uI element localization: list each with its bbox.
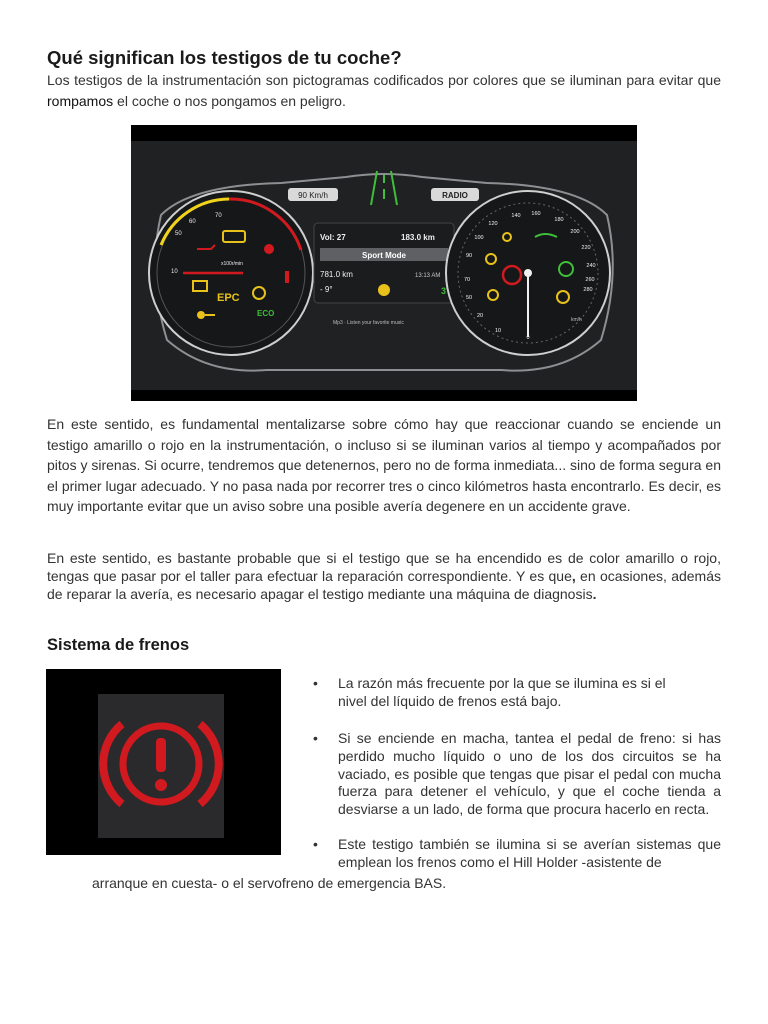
rpm-tick-50: 50 <box>175 231 182 237</box>
bullet-marker: • <box>313 836 318 852</box>
intro-text-start: Los testigos de la instrumentación son pictogramas codificados por colores que se iluminan para evitar que <box>47 72 721 88</box>
epc-indicator: EPC <box>217 292 240 304</box>
speed-unit-label: km/h <box>571 317 582 323</box>
eco-indicator: ECO <box>257 309 275 318</box>
center-display <box>314 223 454 326</box>
dashboard-image <box>131 125 637 401</box>
speed-tick-180: 180 <box>554 217 564 223</box>
speed-tick-160: 160 <box>531 211 541 217</box>
rpm-gauge <box>149 191 313 355</box>
volume-label: Vol: 27 <box>320 233 346 242</box>
paragraph-reaction: En este sentido, es fundamental mentalizarse sobre cómo hay que reaccionar cuando se enciende un testigo amarillo o rojo en la instrumentación, o incluso si se iluminan varios al tiempo y acompañados por pitos y sirenas. Si ocurre, tendremos que detenernos, pero no de forma inmediata... sino de forma segura en el primer lugar adecuado. Y no pasa nada por recorrer tres o cinco kilómetros hasta encontrarlo. Es decir, es muy importante evitar que un aviso sobre una posible avería degenere en un accidente grave. <box>47 416 721 514</box>
speed-tick-0: 0 <box>526 335 530 341</box>
intro-emphasis: rompamos <box>47 92 114 109</box>
brake-warning-panel <box>98 694 224 838</box>
drive-mode-label: Sport Mode <box>362 251 406 260</box>
speed-tick-140: 140 <box>511 213 521 219</box>
speed-limit-text: 90 Km/h <box>298 191 328 200</box>
outside-temp-label: - 9° <box>320 285 333 294</box>
speed-tick-10: 10 <box>494 328 502 334</box>
lane-assist-icon <box>371 171 397 205</box>
clock-label: 13:13 AM <box>415 273 441 279</box>
parking-brake-icon <box>378 284 390 296</box>
section-title-brakes: Sistema de frenos <box>47 636 190 654</box>
bullet-marker: • <box>313 675 318 691</box>
speed-tick-50: 50 <box>465 295 473 301</box>
speed-tick-20: 20 <box>476 313 484 319</box>
speed-tick-100: 100 <box>474 235 484 241</box>
paragraph-workshop <box>47 549 721 603</box>
radio-text: RADIO <box>442 191 468 200</box>
bullet-text: Si se enciende en macha, tantea el pedal de freno: si has perdido mucho líquido o uno de los dos circuitos se ha vaciado, es posible que tengas que pisar el pedal con mucha fuerza para detener el vehículo, y que el coche tienda a desviarse a un lado, de forma que procura hacerlo en recta. <box>338 730 721 818</box>
rpm-unit-label: x100r/min <box>221 261 243 267</box>
odometer-label: 781.0 km <box>320 270 353 279</box>
speed-tick-120: 120 <box>488 221 498 227</box>
coolant-temp-icon <box>285 271 289 283</box>
speed-tick-70: 70 <box>463 277 471 283</box>
rpm-tick-70: 70 <box>215 213 222 219</box>
brake-warning-image <box>46 669 281 855</box>
speed-tick-280: 280 <box>583 287 593 293</box>
page-title: Qué significan los testigos de tu coche? <box>47 47 402 68</box>
dashboard-top-band <box>131 125 637 141</box>
paragraph-workshop-period: . <box>592 586 597 602</box>
speed-tick-240: 240 <box>586 263 596 269</box>
dashboard-bottom-band <box>131 390 637 401</box>
paragraph-workshop-part2: en ocasiones, además de reparar la avería, es necesario apagar el testigo mediante una máquina de diagnosis <box>47 568 721 602</box>
speedometer-gauge <box>446 191 610 355</box>
rpm-tick-10: 10 <box>171 269 178 275</box>
intro-text-end: el coche o nos pongamos en peligro. <box>113 92 346 109</box>
speed-tick-260: 260 <box>585 277 595 283</box>
bullet-text: Este testigo también se ilumina si se averían sistemas que emplean los frenos como el Hill Holder -asistente de <box>338 836 721 870</box>
bullet-continuation: arranque en cuesta- o el servofreno de emergencia BAS. <box>92 875 447 891</box>
bullet-text: La razón más frecuente por la que se ilumina es si el nivel del líquido de frenos está bajo. <box>338 675 666 709</box>
airbag-icon <box>264 244 274 254</box>
bullet-marker: • <box>313 730 318 746</box>
speed-tick-220: 220 <box>581 245 591 251</box>
speed-tick-200: 200 <box>570 229 580 235</box>
paragraph-workshop-comma: , <box>571 568 576 584</box>
media-label: Mp3 · Listen your favorite music <box>333 320 404 326</box>
rpm-tick-60: 60 <box>189 219 196 225</box>
range-label: 183.0 km <box>401 233 435 242</box>
brake-warning-icon <box>98 694 224 838</box>
speed-tick-90: 90 <box>465 253 473 259</box>
gear-indicator: 3 <box>441 286 447 296</box>
intro-paragraph <box>47 70 721 111</box>
paragraph-workshop-part1: En este sentido, es bastante probable que si el testigo que se ha encendido es de color amarillo o rojo, tengas que pasar por el taller para efectuar la reparación correspondiente. Y es que <box>47 550 721 584</box>
dashboard-svg <box>131 125 637 401</box>
